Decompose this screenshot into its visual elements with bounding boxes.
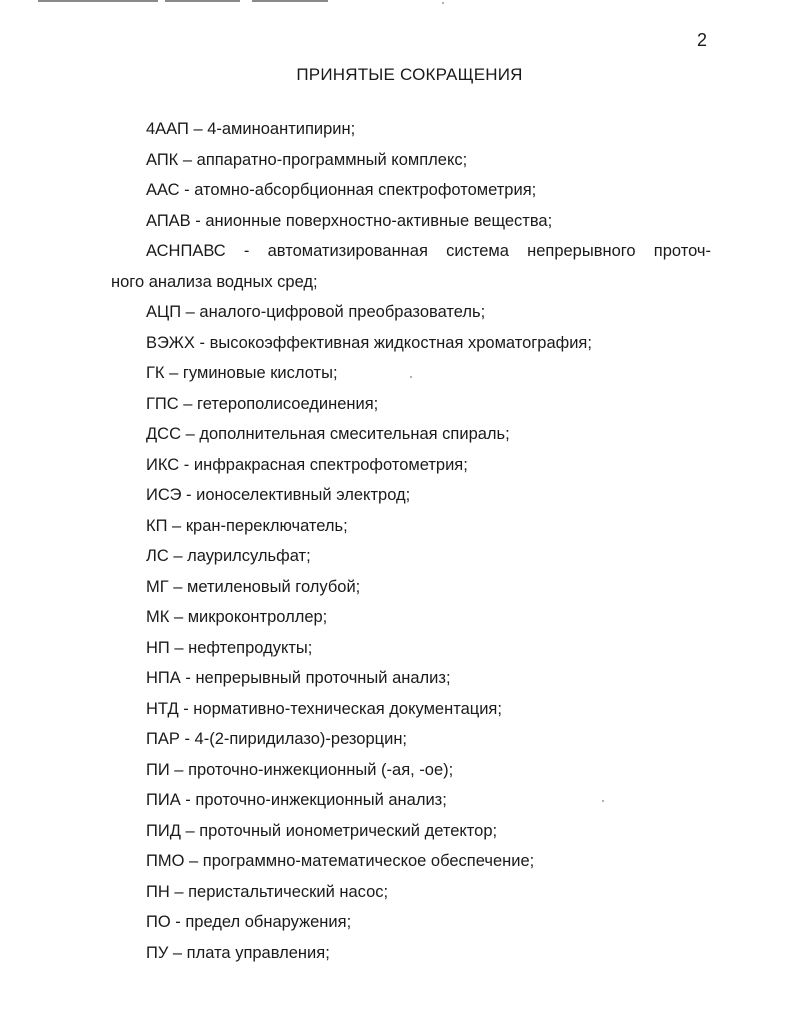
list-item: 4ААП – 4-аминоантипирин; [146, 120, 356, 138]
list-item: АПК – аппаратно-программный комплекс; [146, 150, 468, 169]
list-item: ДСС – дополнительная смесительная спираль; [146, 425, 510, 443]
list-item: ГК – гуминовые кислоты; [146, 364, 338, 382]
list-item: ПО - предел обнаружения; [146, 913, 352, 931]
list-item: ПАР - 4-(2-пиридилазо)-резорцин; [146, 730, 408, 748]
scan-artifact-line [38, 0, 158, 2]
abbreviation-list [111, 114, 711, 968]
list-item: ПН – перистальтический насос; [146, 882, 389, 901]
list-item: НП – нефтепродукты; [146, 638, 313, 657]
list-item: ПУ – плата управления; [146, 943, 330, 962]
list-item: ИСЭ - ионоселективный электрод; [146, 486, 411, 504]
list-item [111, 236, 711, 297]
list-item-line: ного анализа водных сред; [111, 272, 318, 291]
scan-speck [602, 800, 604, 802]
scan-artifact-line [165, 0, 240, 2]
scan-speck [410, 376, 412, 378]
list-item: ААС - атомно-абсорбционная спектрофотометрия; [146, 181, 537, 199]
list-item-line: АСНПАВС - автоматизированная система непрерывного проточ- [146, 242, 711, 260]
list-item: АПАВ - анионные поверхностно-активные вещества; [146, 211, 553, 230]
scan-artifact-line [252, 0, 328, 2]
list-item: ПИ – проточно-инжекционный (-ая, -ое); [146, 760, 454, 779]
list-item: ПИД – проточный ионометрический детектор; [146, 821, 498, 840]
list-item: ПМО – программно-математическое обеспечение; [146, 852, 535, 870]
list-item: ЛС – лаурилсульфат; [146, 547, 311, 565]
list-item: КП – кран-переключатель; [146, 516, 348, 535]
list-item: ПИА - проточно-инжекционный анализ; [146, 791, 447, 809]
scan-speck [442, 2, 444, 4]
list-item: НПА - непрерывный проточный анализ; [146, 669, 451, 687]
list-item: МГ – метиленовый голубой; [146, 577, 361, 596]
page-number: 2 [697, 30, 708, 50]
list-item: НТД - нормативно-техническая документация; [146, 699, 502, 718]
list-item: АЦП – аналого-цифровой преобразователь; [146, 303, 486, 321]
list-item: ИКС - инфракрасная спектрофотометрия; [146, 455, 468, 474]
list-item: ВЭЖХ - высокоэффективная жидкостная хроматография; [146, 333, 592, 352]
page-title: ПРИНЯТЫЕ СОКРАЩЕНИЯ [296, 65, 523, 84]
list-item: ГПС – гетерополисоединения; [146, 394, 379, 413]
list-item: МК – микроконтроллер; [146, 608, 328, 626]
